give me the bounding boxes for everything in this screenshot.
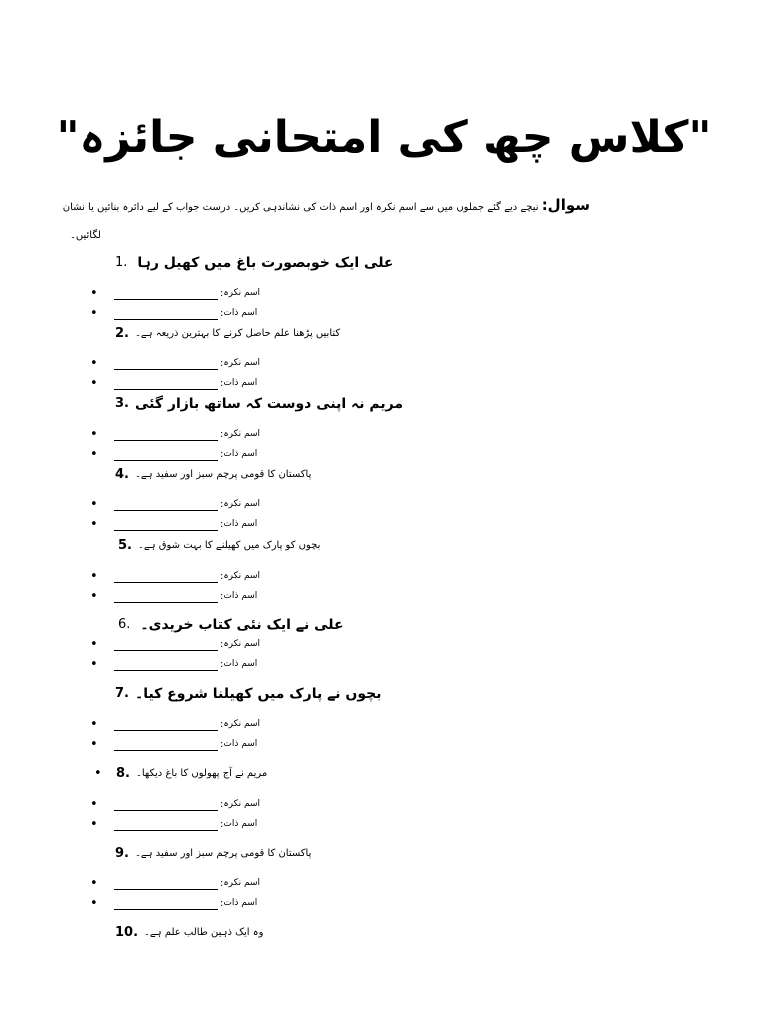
option-nakra: [90, 283, 260, 303]
item-5: [118, 535, 320, 557]
colon: :: [220, 877, 224, 889]
bullet-icon: •: [90, 285, 98, 301]
item-number: 8.: [116, 766, 130, 781]
bullet-icon: •: [90, 656, 98, 672]
item-9: [115, 843, 311, 865]
option-zaat: [90, 514, 257, 534]
item-10: [115, 922, 263, 944]
option-label: اسم نکرہ: [223, 799, 260, 809]
option-nakra: [90, 424, 260, 444]
option-nakra: [90, 794, 260, 814]
option-label: اسم نکرہ: [223, 878, 260, 888]
colon: :: [220, 428, 224, 440]
option-label: اسم ذات: [223, 898, 258, 908]
colon: :: [220, 738, 224, 750]
answer-blank[interactable]: [114, 589, 218, 603]
item-sentence: بچوں کو پارک میں کھیلنے کا بہت شوق ہے۔: [137, 540, 321, 551]
option-label: اسم ذات: [223, 591, 258, 601]
question-label: سوال:: [541, 196, 590, 214]
option-zaat: [90, 373, 257, 393]
bullet-icon: •: [90, 716, 98, 732]
answer-blank[interactable]: [114, 717, 218, 731]
item-sentence: علی نے ایک نئی کتاب خریدی۔: [140, 617, 344, 633]
bullet-icon: •: [90, 816, 98, 832]
bullet-icon: •: [90, 446, 98, 462]
answer-blank[interactable]: [114, 376, 218, 390]
answer-blank[interactable]: [114, 286, 218, 300]
option-zaat: [90, 303, 257, 323]
item-8: [94, 763, 267, 785]
item-sentence: پاکستان کا قومی پرچم سبز اور سفید ہے۔: [134, 469, 312, 480]
colon: :: [220, 307, 224, 319]
option-label: اسم نکرہ: [223, 358, 260, 368]
option-nakra: [90, 634, 260, 654]
item-number: 7.: [115, 686, 129, 701]
answer-blank[interactable]: [114, 427, 218, 441]
item-2: [115, 323, 340, 345]
item-number: 9.: [115, 846, 129, 861]
bullet-icon: •: [90, 305, 98, 321]
answer-blank[interactable]: [114, 447, 218, 461]
option-label: اسم ذات: [223, 739, 258, 749]
answer-blank[interactable]: [114, 517, 218, 531]
bullet-icon: •: [90, 516, 98, 532]
question-instruction: [60, 193, 590, 217]
option-zaat: [90, 444, 257, 464]
answer-blank[interactable]: [114, 797, 218, 811]
option-label: اسم نکرہ: [223, 571, 260, 581]
option-label: اسم ذات: [223, 519, 258, 529]
bullet-icon: •: [94, 766, 102, 781]
item-6: [118, 614, 344, 636]
colon: :: [220, 570, 224, 582]
colon: :: [220, 638, 224, 650]
bullet-icon: •: [90, 496, 98, 512]
colon: :: [220, 718, 224, 730]
answer-blank[interactable]: [114, 497, 218, 511]
option-label: اسم نکرہ: [223, 499, 260, 509]
bullet-icon: •: [90, 796, 98, 812]
option-label: اسم ذات: [223, 659, 258, 669]
option-nakra: [90, 494, 260, 514]
option-label: اسم ذات: [223, 308, 258, 318]
colon: :: [220, 658, 224, 670]
option-label: اسم نکرہ: [223, 288, 260, 298]
page-title: "کلاس چھ کی امتحانی جائزہ": [56, 112, 712, 163]
item-number: 10.: [115, 925, 139, 940]
answer-blank[interactable]: [114, 896, 218, 910]
question-text-line2: لگائیں۔: [70, 230, 101, 241]
item-4: [115, 464, 311, 486]
colon: :: [220, 448, 224, 460]
option-nakra: [90, 566, 260, 586]
bullet-icon: •: [90, 355, 98, 371]
item-number: 5.: [118, 538, 132, 553]
item-sentence: مریم نہ اپنی دوست کہ ساتھ بازار گئی: [134, 396, 403, 412]
question-text-line1: نیچے دیے گئے جملوں میں سے اسم نکرہ اور اسم ذات کی نشاندہی کریں۔ درست جواب کے لیے دائرہ بنائیں یا نشان: [62, 202, 539, 213]
answer-blank[interactable]: [114, 356, 218, 370]
option-label: اسم نکرہ: [223, 719, 260, 729]
bullet-icon: •: [90, 736, 98, 752]
item-sentence: وہ ایک ذہین طالب علم ہے۔: [144, 927, 264, 938]
option-label: اسم ذات: [223, 449, 258, 459]
option-zaat: [90, 734, 257, 754]
item-sentence: کتابیں پڑھنا علم حاصل کرنے کا بہترین ذریعہ ہے۔: [134, 328, 341, 339]
item-number: 3.: [115, 396, 129, 411]
colon: :: [220, 498, 224, 510]
bullet-icon: •: [90, 636, 98, 652]
option-label: اسم ذات: [223, 819, 258, 829]
answer-blank[interactable]: [114, 876, 218, 890]
bullet-icon: •: [90, 588, 98, 604]
colon: :: [220, 818, 224, 830]
colon: :: [220, 377, 224, 389]
colon: :: [220, 590, 224, 602]
answer-blank[interactable]: [114, 637, 218, 651]
item-number: 4.: [115, 467, 129, 482]
bullet-icon: •: [90, 875, 98, 891]
item-3: [115, 393, 403, 415]
answer-blank[interactable]: [114, 657, 218, 671]
colon: :: [220, 798, 224, 810]
bullet-icon: •: [90, 426, 98, 442]
item-sentence: علی ایک خوبصورت باغ میں کھیل رہا: [137, 255, 394, 271]
item-sentence: پاکستان کا قومی پرچم سبز اور سفید ہے۔: [134, 848, 312, 859]
item-number: 1.: [115, 255, 128, 270]
option-zaat: [90, 893, 257, 913]
option-label: اسم نکرہ: [223, 639, 260, 649]
colon: :: [220, 287, 224, 299]
option-label: اسم نکرہ: [223, 429, 260, 439]
option-zaat: [90, 586, 257, 606]
item-7: [115, 683, 382, 705]
answer-blank[interactable]: [114, 569, 218, 583]
item-number: 6.: [118, 617, 131, 632]
colon: :: [220, 897, 224, 909]
answer-blank[interactable]: [114, 737, 218, 751]
option-zaat: [90, 814, 257, 834]
item-sentence: بچوں نے پارک میں کھیلنا شروع کیا۔: [134, 686, 382, 702]
bullet-icon: •: [90, 568, 98, 584]
colon: :: [220, 518, 224, 530]
item-number: 2.: [115, 326, 129, 341]
answer-blank[interactable]: [114, 817, 218, 831]
option-label: اسم ذات: [223, 378, 258, 388]
answer-blank[interactable]: [114, 306, 218, 320]
option-nakra: [90, 714, 260, 734]
item-sentence: مریم نے آج پھولوں کا باغ دیکھا۔: [135, 768, 268, 779]
option-nakra: [90, 873, 260, 893]
bullet-icon: •: [90, 375, 98, 391]
option-zaat: [90, 654, 257, 674]
option-nakra: [90, 353, 260, 373]
bullet-icon: •: [90, 895, 98, 911]
colon: :: [220, 357, 224, 369]
item-1: [115, 252, 393, 274]
